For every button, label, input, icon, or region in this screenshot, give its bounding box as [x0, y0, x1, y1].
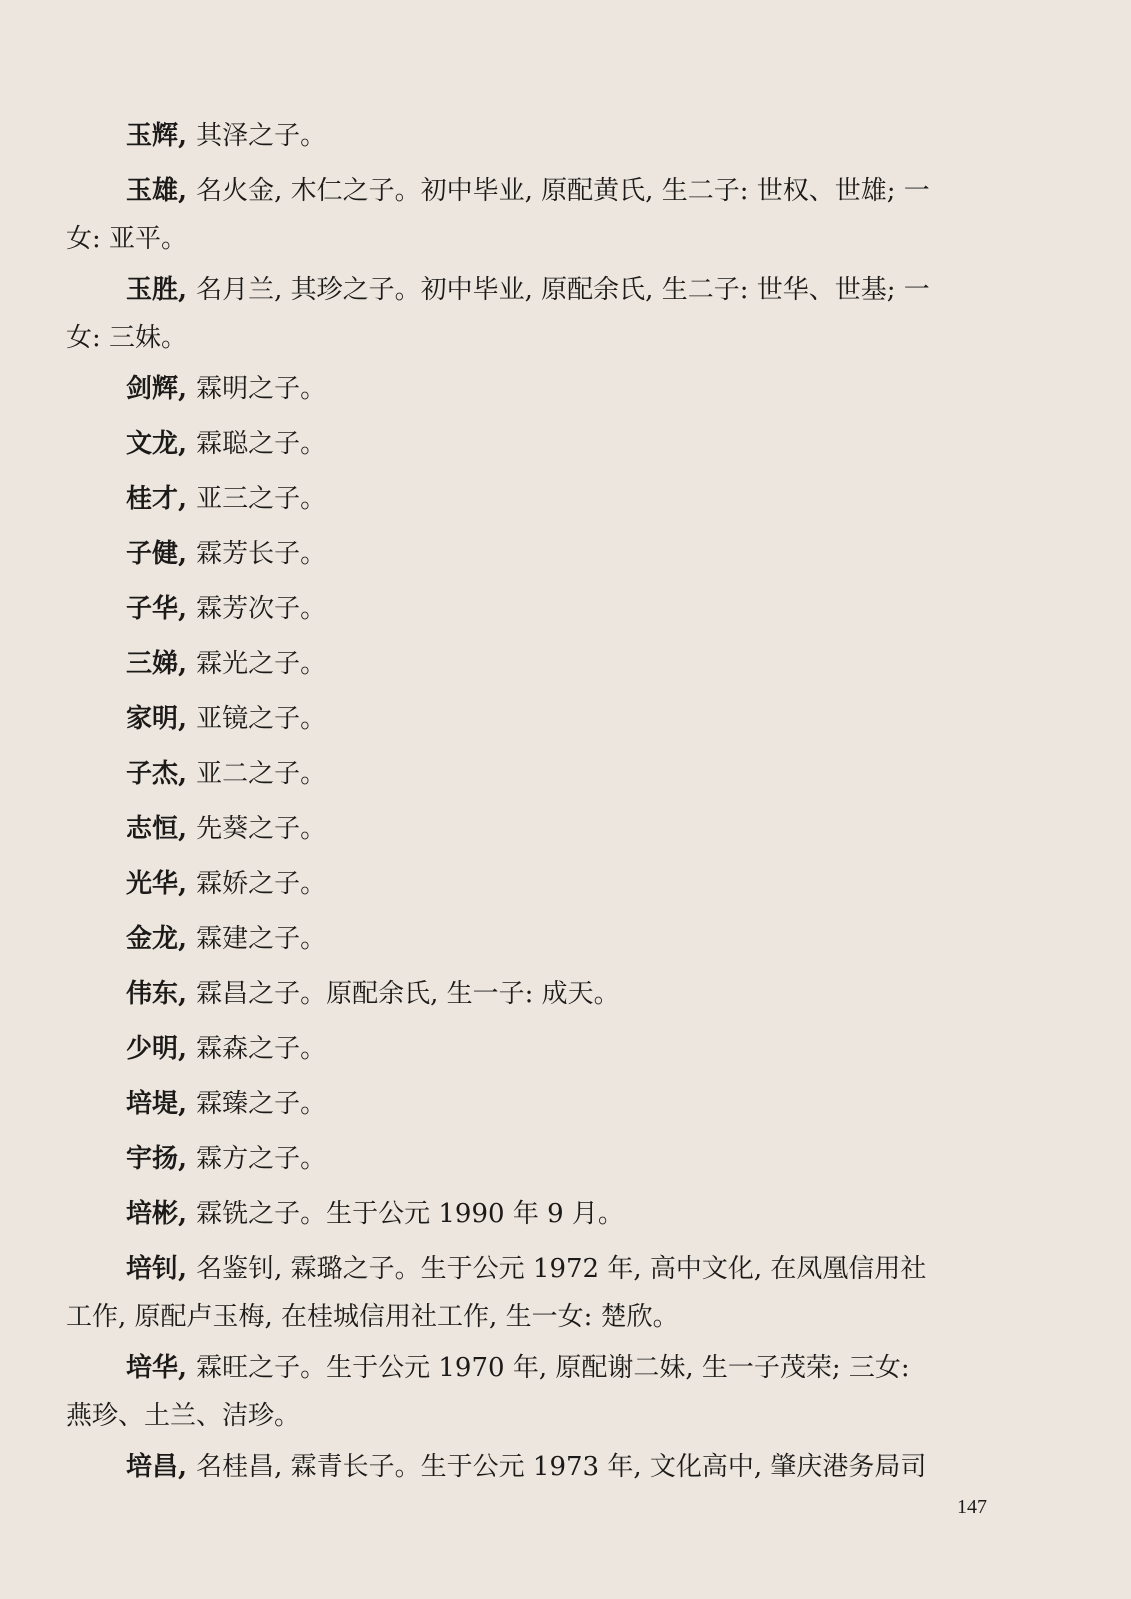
genealogy-entries	[66, 112, 1020, 1498]
genealogy-entry	[66, 585, 1020, 640]
genealogy-entry	[66, 112, 1020, 167]
name-separator: ,	[178, 1452, 197, 1482]
person-name: 宇扬	[126, 1144, 179, 1174]
entry-text: 名火金, 木仁之子。初中毕业, 原配黄氏, 生二子: 世权、世雄; 一	[196, 176, 930, 206]
person-name: 培昌	[126, 1452, 179, 1482]
name-separator: ,	[178, 1034, 197, 1064]
name-separator: ,	[178, 1199, 197, 1229]
entry-text: 霖臻之子。	[196, 1089, 327, 1119]
entry-first-line	[66, 1025, 1020, 1073]
person-name: 志恒	[126, 814, 179, 844]
entry-continuation: 女: 三妹。	[66, 323, 188, 353]
genealogy-entry	[66, 915, 1020, 970]
entry-continuation: 女: 亚平。	[66, 224, 188, 254]
person-name: 伟东	[126, 979, 179, 1009]
entry-first-line	[66, 1135, 1020, 1183]
genealogy-entry	[66, 640, 1020, 695]
entry-text: 霖芳长子。	[196, 539, 327, 569]
genealogy-entry	[66, 266, 1020, 362]
person-name: 子健	[126, 539, 179, 569]
name-separator: ,	[178, 176, 197, 206]
name-separator: ,	[178, 539, 197, 569]
genealogy-entry	[66, 1025, 1020, 1080]
entry-first-line	[66, 365, 1020, 413]
entry-first-line	[66, 167, 1020, 215]
person-name: 培彬	[126, 1199, 179, 1229]
genealogy-entry	[66, 1344, 1020, 1440]
name-separator: ,	[178, 121, 197, 151]
genealogy-entry	[66, 530, 1020, 585]
name-separator: ,	[178, 814, 197, 844]
entry-first-line	[66, 915, 1020, 963]
entry-first-line	[66, 1443, 1020, 1491]
person-name: 培华	[126, 1353, 179, 1383]
name-separator: ,	[178, 1254, 197, 1284]
entry-text: 霖光之子。	[196, 649, 327, 679]
person-name: 子杰	[126, 759, 179, 789]
person-name: 子华	[126, 594, 179, 624]
entry-first-line	[66, 750, 1020, 798]
entry-first-line	[66, 1080, 1020, 1128]
entry-text: 霖旺之子。生于公元 1970 年, 原配谢二妹, 生一子茂荣; 三女:	[196, 1353, 910, 1383]
name-separator: ,	[178, 704, 197, 734]
name-separator: ,	[178, 1089, 197, 1119]
entry-first-line	[66, 1190, 1020, 1238]
entry-first-line	[66, 1344, 1020, 1392]
entry-first-line	[66, 530, 1020, 578]
entry-first-line	[66, 1245, 1020, 1293]
person-name: 三娣	[126, 649, 179, 679]
entry-text: 霖森之子。	[196, 1034, 327, 1064]
person-name: 家明	[126, 704, 179, 734]
person-name: 玉胜	[126, 275, 179, 305]
entry-text: 霖娇之子。	[196, 869, 327, 899]
entry-first-line	[66, 640, 1020, 688]
entry-text: 亚二之子。	[196, 759, 327, 789]
entry-first-line	[66, 970, 1020, 1018]
name-separator: ,	[178, 374, 197, 404]
person-name: 玉雄	[126, 176, 179, 206]
entry-first-line	[66, 266, 1020, 314]
person-name: 玉辉	[126, 121, 179, 151]
entry-first-line	[66, 420, 1020, 468]
entry-text: 霖昌之子。原配余氏, 生一子: 成天。	[196, 979, 620, 1009]
genealogy-entry	[66, 805, 1020, 860]
genealogy-entry	[66, 1135, 1020, 1190]
entry-first-line	[66, 585, 1020, 633]
entry-text: 霖方之子。	[196, 1144, 327, 1174]
genealogy-entry	[66, 167, 1020, 263]
name-separator: ,	[178, 429, 197, 459]
genealogy-entry	[66, 1080, 1020, 1135]
entry-text: 霖芳次子。	[196, 594, 327, 624]
entry-text: 霖铣之子。生于公元 1990 年 9 月。	[196, 1199, 624, 1229]
entry-first-line	[66, 475, 1020, 523]
name-separator: ,	[178, 649, 197, 679]
entry-continuation: 燕珍、土兰、洁珍。	[66, 1401, 301, 1431]
entry-first-line	[66, 860, 1020, 908]
entry-text: 先葵之子。	[196, 814, 327, 844]
person-name: 剑辉	[126, 374, 179, 404]
person-name: 文龙	[126, 429, 179, 459]
entry-text: 名月兰, 其珍之子。初中毕业, 原配余氏, 生二子: 世华、世基; 一	[196, 275, 930, 305]
entry-text: 霖建之子。	[196, 924, 327, 954]
entry-first-line	[66, 695, 1020, 743]
name-separator: ,	[178, 594, 197, 624]
genealogy-entry	[66, 695, 1020, 750]
genealogy-entry	[66, 970, 1020, 1025]
name-separator: ,	[178, 869, 197, 899]
name-separator: ,	[178, 484, 197, 514]
genealogy-entry	[66, 1443, 1020, 1498]
name-separator: ,	[178, 1144, 197, 1174]
entry-continuation: 工作, 原配卢玉梅, 在桂城信用社工作, 生一女: 楚欣。	[66, 1302, 679, 1332]
entry-text: 名鉴钊, 霖璐之子。生于公元 1972 年, 高中文化, 在凤凰信用社	[196, 1254, 927, 1284]
person-name: 培堤	[126, 1089, 179, 1119]
person-name: 金龙	[126, 924, 179, 954]
person-name: 培钊	[126, 1254, 179, 1284]
name-separator: ,	[178, 924, 197, 954]
entry-text: 名桂昌, 霖青长子。生于公元 1973 年, 文化高中, 肇庆港务局司	[196, 1452, 927, 1482]
genealogy-entry	[66, 1190, 1020, 1245]
name-separator: ,	[178, 1353, 197, 1383]
entry-text: 亚三之子。	[196, 484, 327, 514]
name-separator: ,	[178, 979, 197, 1009]
page-number: 147	[957, 1496, 987, 1518]
person-name: 光华	[126, 869, 179, 899]
entry-text: 霖明之子。	[196, 374, 327, 404]
genealogy-entry	[66, 750, 1020, 805]
person-name: 桂才	[126, 484, 179, 514]
entry-text: 霖聪之子。	[196, 429, 327, 459]
genealogy-entry	[66, 1245, 1020, 1341]
person-name: 少明	[126, 1034, 179, 1064]
genealogy-entry	[66, 860, 1020, 915]
name-separator: ,	[178, 275, 197, 305]
entry-text: 其泽之子。	[196, 121, 327, 151]
entry-first-line	[66, 805, 1020, 853]
name-separator: ,	[178, 759, 197, 789]
genealogy-entry	[66, 420, 1020, 475]
entry-text: 亚镜之子。	[196, 704, 327, 734]
genealogy-entry	[66, 365, 1020, 420]
genealogy-entry	[66, 475, 1020, 530]
entry-first-line	[66, 112, 1020, 160]
